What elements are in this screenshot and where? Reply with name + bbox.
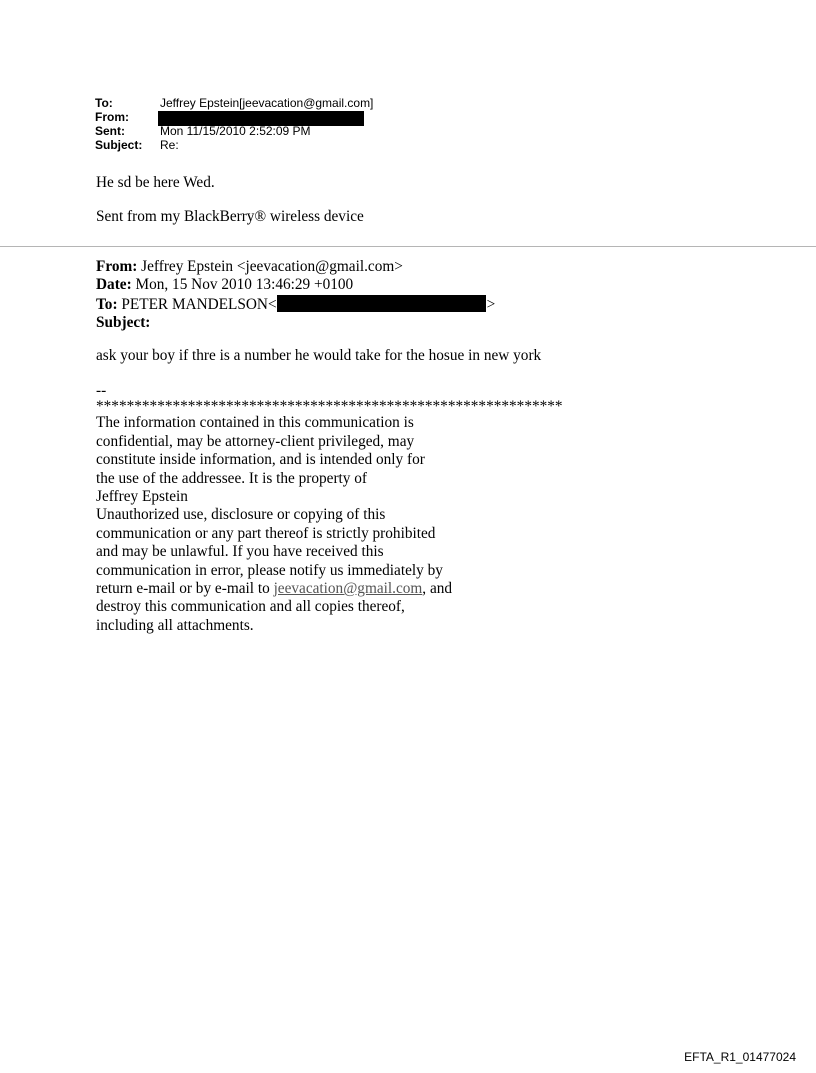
disclaimer-line: constitute inside information, and is intended only for (96, 451, 425, 469)
disclaimer-line: destroy this communication and all copies thereof, (96, 598, 405, 616)
quoted-date-row (96, 276, 495, 294)
reply-signature: Sent from my BlackBerry® wireless device (96, 208, 364, 225)
quoted-date-label: Date: (96, 276, 132, 294)
disclaimer-line: The information contained in this communication is (96, 414, 414, 432)
disclaimer-line: Unauthorized use, disclosure or copying of this (96, 506, 386, 524)
quoted-to-prefix: PETER MANDELSON< (121, 295, 277, 313)
divider (0, 246, 816, 247)
disclaimer-line: including all attachments. (96, 616, 254, 634)
sent-value: Mon 11/15/2010 2:52:09 PM (160, 124, 311, 138)
quoted-from-label: From: (96, 258, 138, 275)
quoted-body: ask your boy if thre is a number he would take for the hosue in new york (96, 347, 542, 364)
redaction-box (277, 295, 486, 312)
quoted-subject-label: Subject: (96, 314, 151, 332)
quoted-header (96, 258, 495, 333)
disclaimer-stars: ************************************************************* (96, 398, 563, 416)
to-value: Jeffrey Epstein[jeevacation@gmail.com] (160, 96, 374, 110)
email-link[interactable]: jeevacation@gmail.com (273, 580, 423, 598)
disclaimer-line: and may be unlawful. If you have received this (96, 543, 384, 561)
sent-label: Sent: (95, 124, 125, 138)
disclaimer-return-line (96, 580, 563, 598)
disclaimer-line: confidential, may be attorney-client privileged, may (96, 432, 415, 450)
bates-number: EFTA_R1_01477024 (684, 1050, 796, 1064)
return-prefix: return e-mail or by e-mail to (96, 580, 274, 598)
return-suffix: , and (422, 580, 453, 598)
subject-value: Re: (160, 138, 179, 152)
quoted-date-value: Mon, 15 Nov 2010 13:46:29 +0100 (135, 276, 354, 294)
disclaimer-line: the use of the addressee. It is the property of (96, 469, 368, 487)
quoted-to-suffix: > (486, 295, 496, 313)
quoted-subject-row (96, 314, 495, 332)
disclaimer-line: communication in error, please notify us immediately by (96, 561, 443, 579)
quoted-from-row (96, 258, 495, 276)
quoted-to-row (96, 295, 495, 314)
quoted-to-label: To: (96, 295, 118, 313)
quoted-from-value: Jeffrey Epstein <jeevacation@gmail.com> (141, 258, 403, 275)
to-label: To: (95, 96, 113, 110)
disclaimer-dashes: -- (96, 382, 107, 399)
from-label: From: (95, 110, 129, 124)
reply-body: He sd be here Wed. (96, 174, 215, 191)
disclaimer (96, 382, 563, 635)
disclaimer-line: Jeffrey Epstein (96, 488, 188, 506)
disclaimer-line: communication or any part thereof is strictly prohibited (96, 524, 436, 542)
subject-label: Subject: (95, 138, 143, 152)
